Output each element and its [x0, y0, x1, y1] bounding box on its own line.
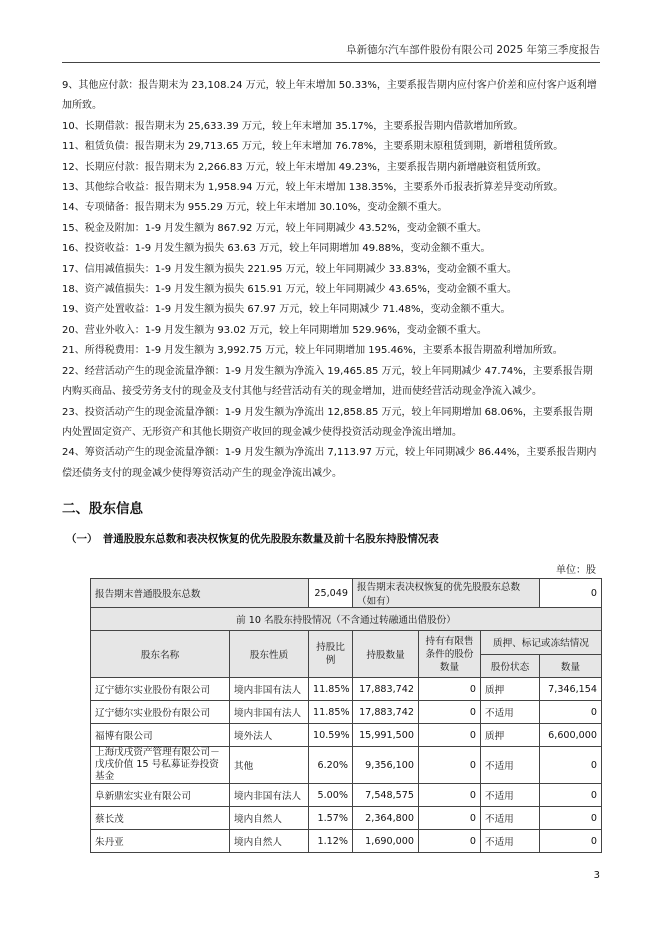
- holder-status: 不适用: [481, 807, 540, 830]
- common-holders-value: 25,049: [309, 579, 353, 608]
- summary-row: [91, 579, 602, 608]
- note-item: 14、专项储备：报告期末为 955.29 万元，较上年末增加 30.10%，变动金额不重大。: [62, 202, 448, 214]
- note-item: 9、其他应付款：报告期末为 23,108.24 万元，较上年末增加 50.33%，主要系报告期内应付客户价差和应付客户返利增加所致。: [62, 80, 597, 112]
- header-row: [91, 631, 602, 655]
- holder-amount: 7,346,154: [540, 678, 602, 701]
- holder-amount: 0: [540, 807, 602, 830]
- note-item: 15、税金及附加：1-9 月发生额为 867.92 万元，较上年同期减少 43.52%，变动金额不重大。: [62, 222, 487, 234]
- holder-ratio: 10.59%: [309, 724, 353, 747]
- note-item: 10、长期借款：报告期末为 25,633.39 万元，较上年末增加 35.17%，主要系报告期内借款增加所致。: [62, 120, 524, 132]
- holder-nature: 境外法人: [230, 724, 309, 747]
- table-row: [91, 807, 602, 830]
- page-number: 3: [593, 870, 600, 881]
- holder-restricted: 0: [419, 747, 481, 784]
- holder-ratio: 6.20%: [309, 747, 353, 784]
- holder-quantity: 9,356,100: [353, 747, 419, 784]
- col-status: 股份状态: [481, 654, 540, 678]
- holder-quantity: 17,883,742: [353, 701, 419, 724]
- holder-name: 蔡长茂: [91, 807, 230, 830]
- holder-restricted: 0: [419, 678, 481, 701]
- holder-nature: 其他: [230, 747, 309, 784]
- col-restricted: 持有有限售条件的股份数量: [419, 631, 481, 678]
- holder-name: 阜新鼎宏实业有限公司: [91, 784, 230, 807]
- unit-label: 单位：股: [556, 565, 596, 576]
- holder-amount: 0: [540, 784, 602, 807]
- note-item: 21、所得税费用：1-9 月发生额为 3,992.75 万元，较上年同期增加 195.46%，主要系本报告期盈利增加所致。: [62, 345, 563, 357]
- shareholder-table: [90, 578, 602, 853]
- col-ratio: 持股比例: [309, 631, 353, 678]
- holder-restricted: 0: [419, 724, 481, 747]
- holder-ratio: 5.00%: [309, 784, 353, 807]
- preferred-holders-label: 报告期末表决权恢复的优先股股东总数（如有）: [353, 579, 540, 608]
- holder-amount: 0: [540, 830, 602, 853]
- table-row: [91, 747, 602, 784]
- note-item: 13、其他综合收益：报告期末为 1,958.94 万元，较上年末增加 138.35%，主要系外币报表折算差异变动所致。: [62, 182, 564, 194]
- holder-nature: 境内非国有法人: [230, 678, 309, 701]
- holder-status: 质押: [481, 678, 540, 701]
- note-item: 18、资产减值损失：1-9 月发生额为损失 615.91 万元，较上年同期减少 43.65%，变动金额不重大。: [62, 284, 517, 296]
- subsection-title: （一） 普通股股东总数和表决权恢复的优先股股东数量及前十名股东持股情况表: [66, 533, 439, 545]
- holder-amount: 0: [540, 747, 602, 784]
- preferred-holders-value: 0: [540, 579, 602, 608]
- holder-name: 福博有限公司: [91, 724, 230, 747]
- holder-restricted: 0: [419, 807, 481, 830]
- holder-quantity: 7,548,575: [353, 784, 419, 807]
- holder-restricted: 0: [419, 701, 481, 724]
- holder-status: 质押: [481, 724, 540, 747]
- note-item: 22、经营活动产生的现金流量净额：1-9 月发生额为净流入 19,465.85 万元，较上年同期减少 47.74%，主要系报告期内购买商品、接受劳务支付的现金及支付其他与经营活动有关的现金增加，进而使经营活动现金净流入减少。: [62, 365, 593, 398]
- holder-nature: 境内非国有法人: [230, 784, 309, 807]
- holder-restricted: 0: [419, 830, 481, 853]
- holder-status: 不适用: [481, 701, 540, 724]
- note-item: 11、租赁负债：报告期末为 29,713.65 万元，较上年末增加 76.78%，主要系期末原租赁到期，新增租赁所致。: [62, 141, 564, 153]
- col-quantity: 持股数量: [353, 631, 419, 678]
- note-item: 16、投资收益：1-9 月发生额为损失 63.63 万元，较上年同期增加 49.88%，变动金额不重大。: [62, 243, 491, 255]
- note-item: 20、营业外收入：1-9 月发生额为 93.02 万元，较上年同期增加 529.96%，变动金额不重大。: [62, 324, 487, 336]
- holder-name: 朱丹亚: [91, 830, 230, 853]
- holder-nature: 境内自然人: [230, 807, 309, 830]
- top10-title-row: [91, 608, 602, 631]
- holder-amount: 0: [540, 701, 602, 724]
- holder-quantity: 2,364,800: [353, 807, 419, 830]
- holder-amount: 6,600,000: [540, 724, 602, 747]
- holder-quantity: 15,991,500: [353, 724, 419, 747]
- holder-nature: 境内自然人: [230, 830, 309, 853]
- holder-name: 上海戊戌资产管理有限公司－戊戌价值 15 号私募证券投资基金: [91, 747, 230, 784]
- holder-nature: 境内非国有法人: [230, 701, 309, 724]
- holder-restricted: 0: [419, 784, 481, 807]
- note-item: 19、资产处置收益：1-9 月发生额为损失 67.97 万元，较上年同期减少 71.48%，变动金额不重大。: [62, 304, 511, 316]
- col-name: 股东名称: [91, 631, 230, 678]
- table-row: [91, 724, 602, 747]
- table-row: [91, 678, 602, 701]
- notes-list: [62, 76, 600, 484]
- table-row: [91, 701, 602, 724]
- holder-ratio: 11.85%: [309, 701, 353, 724]
- common-holders-label: 报告期末普通股股东总数: [91, 579, 309, 608]
- top10-title: 前 10 名股东持股情况（不含通过转融通出借股份）: [91, 608, 602, 631]
- holder-name: 辽宁德尔实业股份有限公司: [91, 701, 230, 724]
- holder-quantity: 1,690,000: [353, 830, 419, 853]
- holder-ratio: 11.85%: [309, 678, 353, 701]
- note-item: 23、投资活动产生的现金流量净额：1-9 月发生额为净流出 12,858.85 万元，较上年同期增加 68.06%，主要系报告期内处置固定资产、无形资产和其他长期资产收回的现金减少使得投资活动现金净流出增加。: [62, 406, 593, 438]
- col-nature: 股东性质: [230, 631, 309, 678]
- table-row: [91, 830, 602, 853]
- holder-ratio: 1.57%: [309, 807, 353, 830]
- holder-status: 不适用: [481, 747, 540, 784]
- col-pledge-group: 质押、标记或冻结情况: [481, 631, 602, 655]
- table-row: [91, 784, 602, 807]
- section-title: 二、股东信息: [62, 501, 143, 517]
- note-item: 24、筹资活动产生的现金流量净额：1-9 月发生额为净流出 7,113.97 万元，较上年同期减少 86.44%，主要系报告期内偿还债务支付的现金减少使得筹资活动产生的现金净流出减少。: [62, 447, 597, 479]
- holder-status: 不适用: [481, 784, 540, 807]
- report-header: 阜新德尔汽车部件股份有限公司 2025 年第三季度报告: [346, 44, 600, 56]
- holder-name: 辽宁德尔实业股份有限公司: [91, 678, 230, 701]
- holder-ratio: 1.12%: [309, 830, 353, 853]
- header-divider: [62, 62, 600, 63]
- note-item: 12、长期应付款：报告期末为 2,266.83 万元，较上年末增加 49.23%，主要系报告期内新增融资租赁所致。: [62, 161, 547, 173]
- holder-quantity: 17,883,742: [353, 678, 419, 701]
- col-amount: 数量: [540, 654, 602, 678]
- note-item: 17、信用减值损失：1-9 月发生额为损失 221.95 万元，较上年同期减少 33.83%，变动金额不重大。: [62, 263, 517, 275]
- holder-status: 不适用: [481, 830, 540, 853]
